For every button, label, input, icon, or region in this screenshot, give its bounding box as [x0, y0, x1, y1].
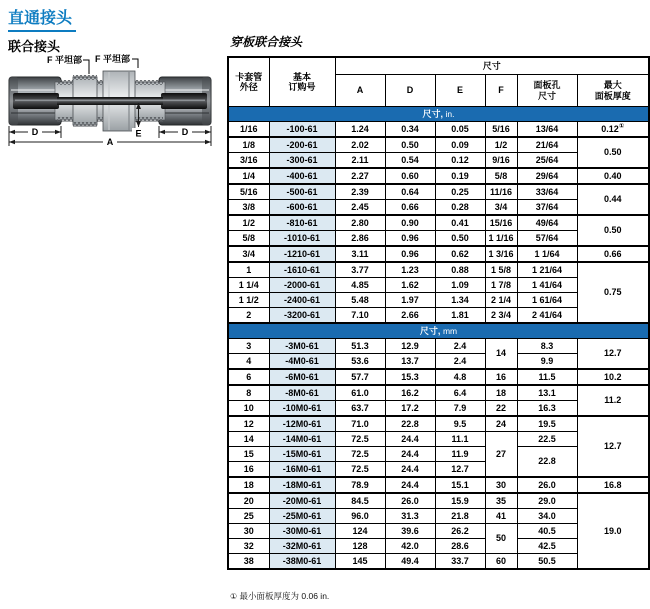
table-header — [228, 57, 649, 107]
dim-cell: 1 41/64 — [517, 278, 577, 293]
part-number-cell: -1010-61 — [269, 231, 335, 247]
dim-cell: 16.8 — [577, 477, 649, 493]
leader-right — [132, 59, 138, 68]
dim-cell: 26.0 — [517, 477, 577, 493]
dim-label-d-left: D — [31, 127, 39, 137]
dim-cell: 50.5 — [517, 554, 577, 570]
dim-cell: 1.09 — [435, 278, 485, 293]
dim-cell: 0.40 — [577, 168, 649, 184]
dim-cell: 0.09 — [435, 137, 485, 153]
dim-cell: 145 — [335, 554, 385, 570]
dim-cell: 1 61/64 — [517, 293, 577, 308]
table-row — [228, 137, 649, 153]
dim-cell: 0.34 — [385, 122, 435, 138]
dim-cell: 13.1 — [517, 385, 577, 401]
dim-cell: 16 — [228, 462, 269, 478]
dim-cell: 3.11 — [335, 246, 385, 262]
dim-cell: 3.77 — [335, 262, 385, 278]
leader-left — [83, 60, 89, 74]
dim-cell: 37/64 — [517, 200, 577, 216]
dim-cell: 7.9 — [435, 401, 485, 417]
dim-cell: 24.4 — [385, 447, 435, 462]
dim-cell: 60 — [485, 554, 517, 570]
dim-cell: 0.50 — [577, 215, 649, 246]
unit-band-inches: 尺寸, in. — [228, 107, 649, 122]
dim-cell: 10 — [228, 401, 269, 417]
dim-cell: 15.9 — [435, 493, 485, 509]
dim-cell: 40.5 — [517, 524, 577, 539]
header-dim-e: E — [435, 75, 485, 107]
dim-cell: 71.0 — [335, 416, 385, 432]
part-number-cell: -6M0-61 — [269, 369, 335, 385]
dim-cell: 1.81 — [435, 308, 485, 324]
dim-cell: 22.5 — [517, 432, 577, 447]
dim-cell: 61.0 — [335, 385, 385, 401]
dim-cell: 1/8 — [228, 137, 269, 153]
table-row — [228, 477, 649, 493]
dim-cell: 63.7 — [335, 401, 385, 417]
header-tube-od: 卡套管 外径 — [228, 57, 269, 107]
dim-cell: 11.5 — [517, 369, 577, 385]
dim-cell: 57/64 — [517, 231, 577, 247]
table-row — [228, 262, 649, 278]
dim-cell: 12.7 — [577, 416, 649, 477]
table-row — [228, 493, 649, 509]
dim-cell: 5/8 — [228, 231, 269, 247]
dim-cell: 0.05 — [435, 122, 485, 138]
part-number-cell: -2000-61 — [269, 278, 335, 293]
dim-cell: 4.8 — [435, 369, 485, 385]
part-number-cell: -38M0-61 — [269, 554, 335, 570]
dim-cell: 17.2 — [385, 401, 435, 417]
dim-cell: 1.24 — [335, 122, 385, 138]
part-number-cell: -300-61 — [269, 153, 335, 169]
dim-cell: 1.97 — [385, 293, 435, 308]
dim-cell: 35 — [485, 493, 517, 509]
dim-cell: 12.9 — [385, 339, 435, 354]
dim-cell: 2 — [228, 308, 269, 324]
dim-cell: 49.4 — [385, 554, 435, 570]
dim-cell: 2.66 — [385, 308, 435, 324]
dim-cell: 50 — [485, 524, 517, 554]
dim-cell: 53.6 — [335, 354, 385, 370]
dim-cell: 5/16 — [228, 184, 269, 200]
dim-cell: 15.1 — [435, 477, 485, 493]
dim-cell: 0.75 — [577, 262, 649, 323]
page-title: 直通接头 — [8, 5, 76, 32]
dim-cell: 19.5 — [517, 416, 577, 432]
dim-cell: 9/16 — [485, 153, 517, 169]
dim-cell: 96.0 — [335, 509, 385, 524]
dim-cell: 128 — [335, 539, 385, 554]
dim-cell: 2.02 — [335, 137, 385, 153]
dim-cell: 42.5 — [517, 539, 577, 554]
dim-cell: 3 — [228, 339, 269, 354]
dim-cell: 42.0 — [385, 539, 435, 554]
dim-cell: 2 41/64 — [517, 308, 577, 324]
dim-cell: 32 — [228, 539, 269, 554]
part-number-cell: -810-61 — [269, 215, 335, 231]
dim-cell: 21/64 — [517, 137, 577, 153]
dim-cell: 24.4 — [385, 432, 435, 447]
dim-cell: 3/4 — [228, 246, 269, 262]
dim-cell: 0.90 — [385, 215, 435, 231]
header-max-thickness: 最大 面板厚度 — [577, 75, 649, 107]
dim-cell: 6 — [228, 369, 269, 385]
dim-cell: 0.96 — [385, 231, 435, 247]
dim-cell: 11.9 — [435, 447, 485, 462]
dim-cell: 1/16 — [228, 122, 269, 138]
dim-cell: 26.0 — [385, 493, 435, 509]
dim-cell: 0.50 — [385, 137, 435, 153]
dim-cell: 1 1/2 — [228, 293, 269, 308]
header-dim-d: D — [385, 75, 435, 107]
part-number-cell: -3200-61 — [269, 308, 335, 324]
dim-cell: 11.2 — [577, 385, 649, 416]
dim-cell: 1 21/64 — [517, 262, 577, 278]
part-number-cell: -32M0-61 — [269, 539, 335, 554]
dim-cell: 2.11 — [335, 153, 385, 169]
part-number-cell: -10M0-61 — [269, 401, 335, 417]
dim-label-e: E — [135, 128, 142, 139]
dim-cell: 0.96 — [385, 246, 435, 262]
part-number-cell: -30M0-61 — [269, 524, 335, 539]
dim-label-d-right: D — [181, 127, 189, 137]
part-number-cell: -3M0-61 — [269, 339, 335, 354]
dim-cell: 2.4 — [435, 354, 485, 370]
dim-cell: 16.2 — [385, 385, 435, 401]
dim-cell: 0.54 — [385, 153, 435, 169]
dim-cell: 22.8 — [385, 416, 435, 432]
dim-cell: 3/8 — [228, 200, 269, 216]
fitting-diagram — [3, 54, 221, 158]
part-number-cell: -15M0-61 — [269, 447, 335, 462]
dim-cell: 8 — [228, 385, 269, 401]
dim-cell: 12.7 — [435, 462, 485, 478]
dim-cell: 15 — [228, 447, 269, 462]
section-title-union: 联合接头 — [8, 39, 61, 54]
dim-cell: 3/16 — [228, 153, 269, 169]
footnote — [230, 590, 329, 602]
dim-cell: 2.80 — [335, 215, 385, 231]
dim-cell: 25 — [228, 509, 269, 524]
part-number-cell: -4M0-61 — [269, 354, 335, 370]
part-number-cell: -14M0-61 — [269, 432, 335, 447]
dim-cell: 13.7 — [385, 354, 435, 370]
dim-cell: 0.12① — [577, 122, 649, 138]
part-number-cell: -200-61 — [269, 137, 335, 153]
dim-cell: 1 5/8 — [485, 262, 517, 278]
dim-cell: 6.4 — [435, 385, 485, 401]
part-number-cell: -100-61 — [269, 122, 335, 138]
dim-cell: 8.3 — [517, 339, 577, 354]
table-row — [228, 215, 649, 231]
bulkhead-union-table — [227, 56, 650, 570]
dim-cell: 1 7/8 — [485, 278, 517, 293]
part-number-cell: -2400-61 — [269, 293, 335, 308]
dim-cell: 15/16 — [485, 215, 517, 231]
dim-cell: 41 — [485, 509, 517, 524]
dim-cell: 1/4 — [228, 168, 269, 184]
dim-cell: 14 — [228, 432, 269, 447]
dim-cell: 0.19 — [435, 168, 485, 184]
dim-cell: 10.2 — [577, 369, 649, 385]
dim-cell: 7.10 — [335, 308, 385, 324]
dim-cell: 0.50 — [577, 137, 649, 168]
dim-cell: 5/8 — [485, 168, 517, 184]
part-number-cell: -25M0-61 — [269, 509, 335, 524]
table-row — [228, 385, 649, 401]
dim-cell: 0.88 — [435, 262, 485, 278]
part-number-cell: -1210-61 — [269, 246, 335, 262]
bulkhead-union-drawing — [3, 54, 221, 158]
dim-cell: 15.3 — [385, 369, 435, 385]
dim-cell: 1 — [228, 262, 269, 278]
dim-cell: 34.0 — [517, 509, 577, 524]
header-dim-f: F — [485, 75, 517, 107]
dim-cell: 16 — [485, 369, 517, 385]
flat-label-left: F 平坦部 — [47, 55, 82, 65]
table-row — [228, 246, 649, 262]
dim-cell: 72.5 — [335, 432, 385, 447]
dim-cell: 38 — [228, 554, 269, 570]
dim-cell: 2.4 — [435, 339, 485, 354]
dim-label-a: A — [106, 137, 114, 147]
part-number-cell: -8M0-61 — [269, 385, 335, 401]
dim-cell: 49/64 — [517, 215, 577, 231]
dim-cell: 0.28 — [435, 200, 485, 216]
dim-cell: 22.8 — [517, 447, 577, 478]
dim-cell: 14 — [485, 339, 517, 370]
dim-cell: 27 — [485, 432, 517, 478]
dim-cell: 0.44 — [577, 184, 649, 215]
dim-cell: 33.7 — [435, 554, 485, 570]
dim-cell: 5/16 — [485, 122, 517, 138]
dim-cell: 16.3 — [517, 401, 577, 417]
dim-cell: 39.6 — [385, 524, 435, 539]
dim-cell: 2.45 — [335, 200, 385, 216]
dim-cell: 20 — [228, 493, 269, 509]
table-row — [228, 339, 649, 354]
dim-cell: 1 1/16 — [485, 231, 517, 247]
dim-cell: 0.64 — [385, 184, 435, 200]
dim-cell: 30 — [228, 524, 269, 539]
part-number-cell: -1610-61 — [269, 262, 335, 278]
dim-cell: 0.62 — [435, 246, 485, 262]
dim-cell: 11/16 — [485, 184, 517, 200]
dim-cell: 124 — [335, 524, 385, 539]
dim-cell: 1.34 — [435, 293, 485, 308]
dim-cell: 28.6 — [435, 539, 485, 554]
table-body — [228, 107, 649, 570]
part-number-cell: -12M0-61 — [269, 416, 335, 432]
dim-cell: 1 1/4 — [228, 278, 269, 293]
dim-cell: 22 — [485, 401, 517, 417]
table-row — [228, 168, 649, 184]
dim-cell: 3/4 — [485, 200, 517, 216]
header-dims-group: 尺寸 — [335, 57, 649, 75]
part-number-cell: -600-61 — [269, 200, 335, 216]
dim-cell: 9.5 — [435, 416, 485, 432]
dim-cell: 2.27 — [335, 168, 385, 184]
header-part-no: 基本 订购号 — [269, 57, 335, 107]
dim-cell: 1.23 — [385, 262, 435, 278]
dim-cell: 78.9 — [335, 477, 385, 493]
table-row — [228, 184, 649, 200]
dim-cell: 24.4 — [385, 477, 435, 493]
table-row — [228, 416, 649, 432]
dim-cell: 1/2 — [228, 215, 269, 231]
unit-band-mm: 尺寸, mm — [228, 323, 649, 339]
dim-cell: 24.4 — [385, 462, 435, 478]
dim-cell: 51.3 — [335, 339, 385, 354]
dim-cell: 4 — [228, 354, 269, 370]
table-title-bulkhead-union: 穿板联合接头 — [230, 35, 303, 49]
dim-cell: 30 — [485, 477, 517, 493]
part-number-cell: -20M0-61 — [269, 493, 335, 509]
part-number-cell: -500-61 — [269, 184, 335, 200]
dim-cell: 0.50 — [435, 231, 485, 247]
dim-cell: 0.66 — [577, 246, 649, 262]
header-panel-hole: 面板孔 尺寸 — [517, 75, 577, 107]
dim-cell: 26.2 — [435, 524, 485, 539]
dim-cell: 1 3/16 — [485, 246, 517, 262]
part-number-cell: -400-61 — [269, 168, 335, 184]
dim-cell: 12.7 — [577, 339, 649, 370]
dim-cell: 24 — [485, 416, 517, 432]
dim-cell: 0.41 — [435, 215, 485, 231]
part-number-cell: -16M0-61 — [269, 462, 335, 478]
header-dim-a: A — [335, 75, 385, 107]
dim-cell: 5.48 — [335, 293, 385, 308]
footnote-text: 最小面板厚度为 0.06 in. — [237, 591, 330, 601]
dim-cell: 31.3 — [385, 509, 435, 524]
dim-cell: 84.5 — [335, 493, 385, 509]
dim-cell: 0.60 — [385, 168, 435, 184]
dim-cell: 21.8 — [435, 509, 485, 524]
dim-cell: 4.85 — [335, 278, 385, 293]
dim-cell: 25/64 — [517, 153, 577, 169]
table-row — [228, 369, 649, 385]
dim-cell: 0.66 — [385, 200, 435, 216]
dim-cell: 57.7 — [335, 369, 385, 385]
dim-cell: 0.12 — [435, 153, 485, 169]
dim-cell: 9.9 — [517, 354, 577, 370]
dim-cell: 1 1/64 — [517, 246, 577, 262]
dim-cell: 13/64 — [517, 122, 577, 138]
table-row — [228, 122, 649, 138]
dim-cell: 29/64 — [517, 168, 577, 184]
dim-cell: 1.62 — [385, 278, 435, 293]
dim-cell: 0.25 — [435, 184, 485, 200]
dim-cell: 2 3/4 — [485, 308, 517, 324]
part-number-cell: -18M0-61 — [269, 477, 335, 493]
dim-cell: 1/2 — [485, 137, 517, 153]
dim-cell: 33/64 — [517, 184, 577, 200]
footnote-marker: ① — [230, 592, 238, 601]
dim-cell: 2.86 — [335, 231, 385, 247]
dim-cell: 29.0 — [517, 493, 577, 509]
dim-cell: 72.5 — [335, 447, 385, 462]
dim-cell: 72.5 — [335, 462, 385, 478]
dim-cell: 2.39 — [335, 184, 385, 200]
dim-cell: 18 — [485, 385, 517, 401]
dim-cell: 11.1 — [435, 432, 485, 447]
dim-cell: 18 — [228, 477, 269, 493]
dim-cell: 12 — [228, 416, 269, 432]
dim-cell: 19.0 — [577, 493, 649, 569]
flat-label-right: F 平坦部 — [95, 54, 130, 64]
dim-cell: 2 1/4 — [485, 293, 517, 308]
